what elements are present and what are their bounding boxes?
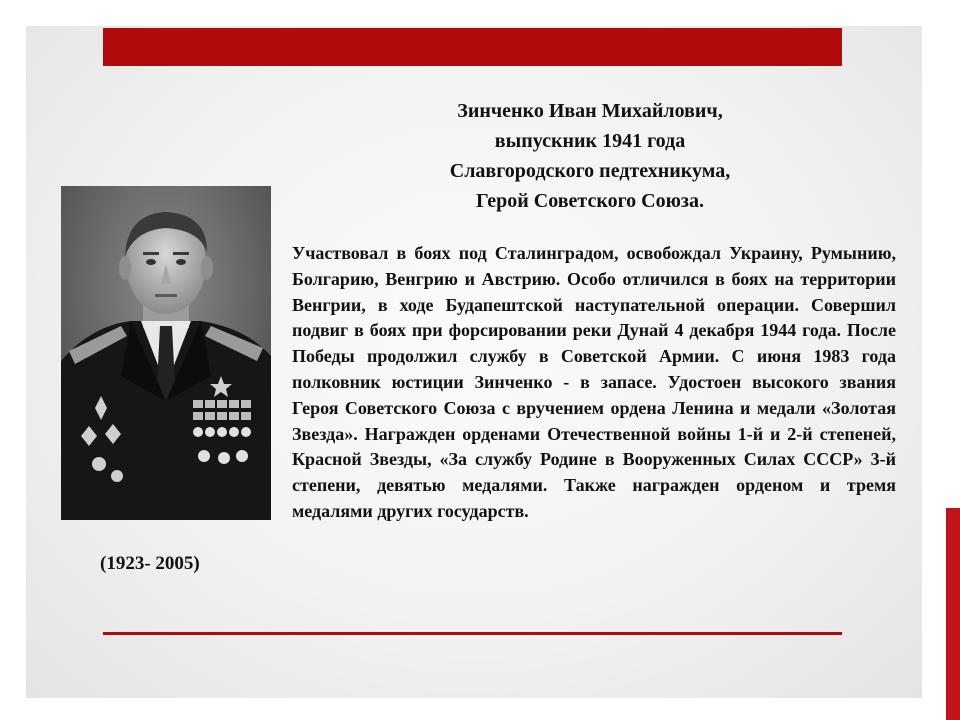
bottom-red-line	[103, 632, 842, 635]
biography-text: Участвовал в боях под Сталинградом, освобождал Украину, Румынию, Болгарию, Венгрию и Австрию. Особо отличился в боях на территории Венгрии, в ходе Будапештской наступательной операции. Совершил подвиг в боях при форсировании реки Дунай 4 декабря 1944 года. После Победы продолжил службу в Советской Армии. С июня 1983 года полковник юстиции Зинченко - в запасе. Удостоен высокого звания Героя Советского Союза с вручением ордена Ленина и медали «Золотая Звезда». Награжден орденами Отечественной войны 1-й и 2-й степеней, Красной Звезды, «За службу Родине в Вооруженных Силах СССР» 3-й степени, девятью медалями. Также награжден орденом и тремя медалями других государств.	[292, 243, 896, 521]
life-years: (1923- 2005)	[100, 553, 200, 574]
heading-line-title: Герой Советского Союза.	[476, 190, 704, 212]
portrait-photo	[61, 186, 271, 520]
right-red-accent	[946, 508, 960, 720]
heading	[390, 96, 790, 216]
portrait-illustration	[61, 186, 271, 520]
heading-line-name: Зинченко Иван Михайлович,	[457, 100, 723, 122]
heading-line-school: Славгородского педтехникума,	[449, 160, 731, 182]
heading-line-graduate: выпускник 1941 года	[494, 130, 686, 152]
top-red-bar	[103, 28, 842, 66]
